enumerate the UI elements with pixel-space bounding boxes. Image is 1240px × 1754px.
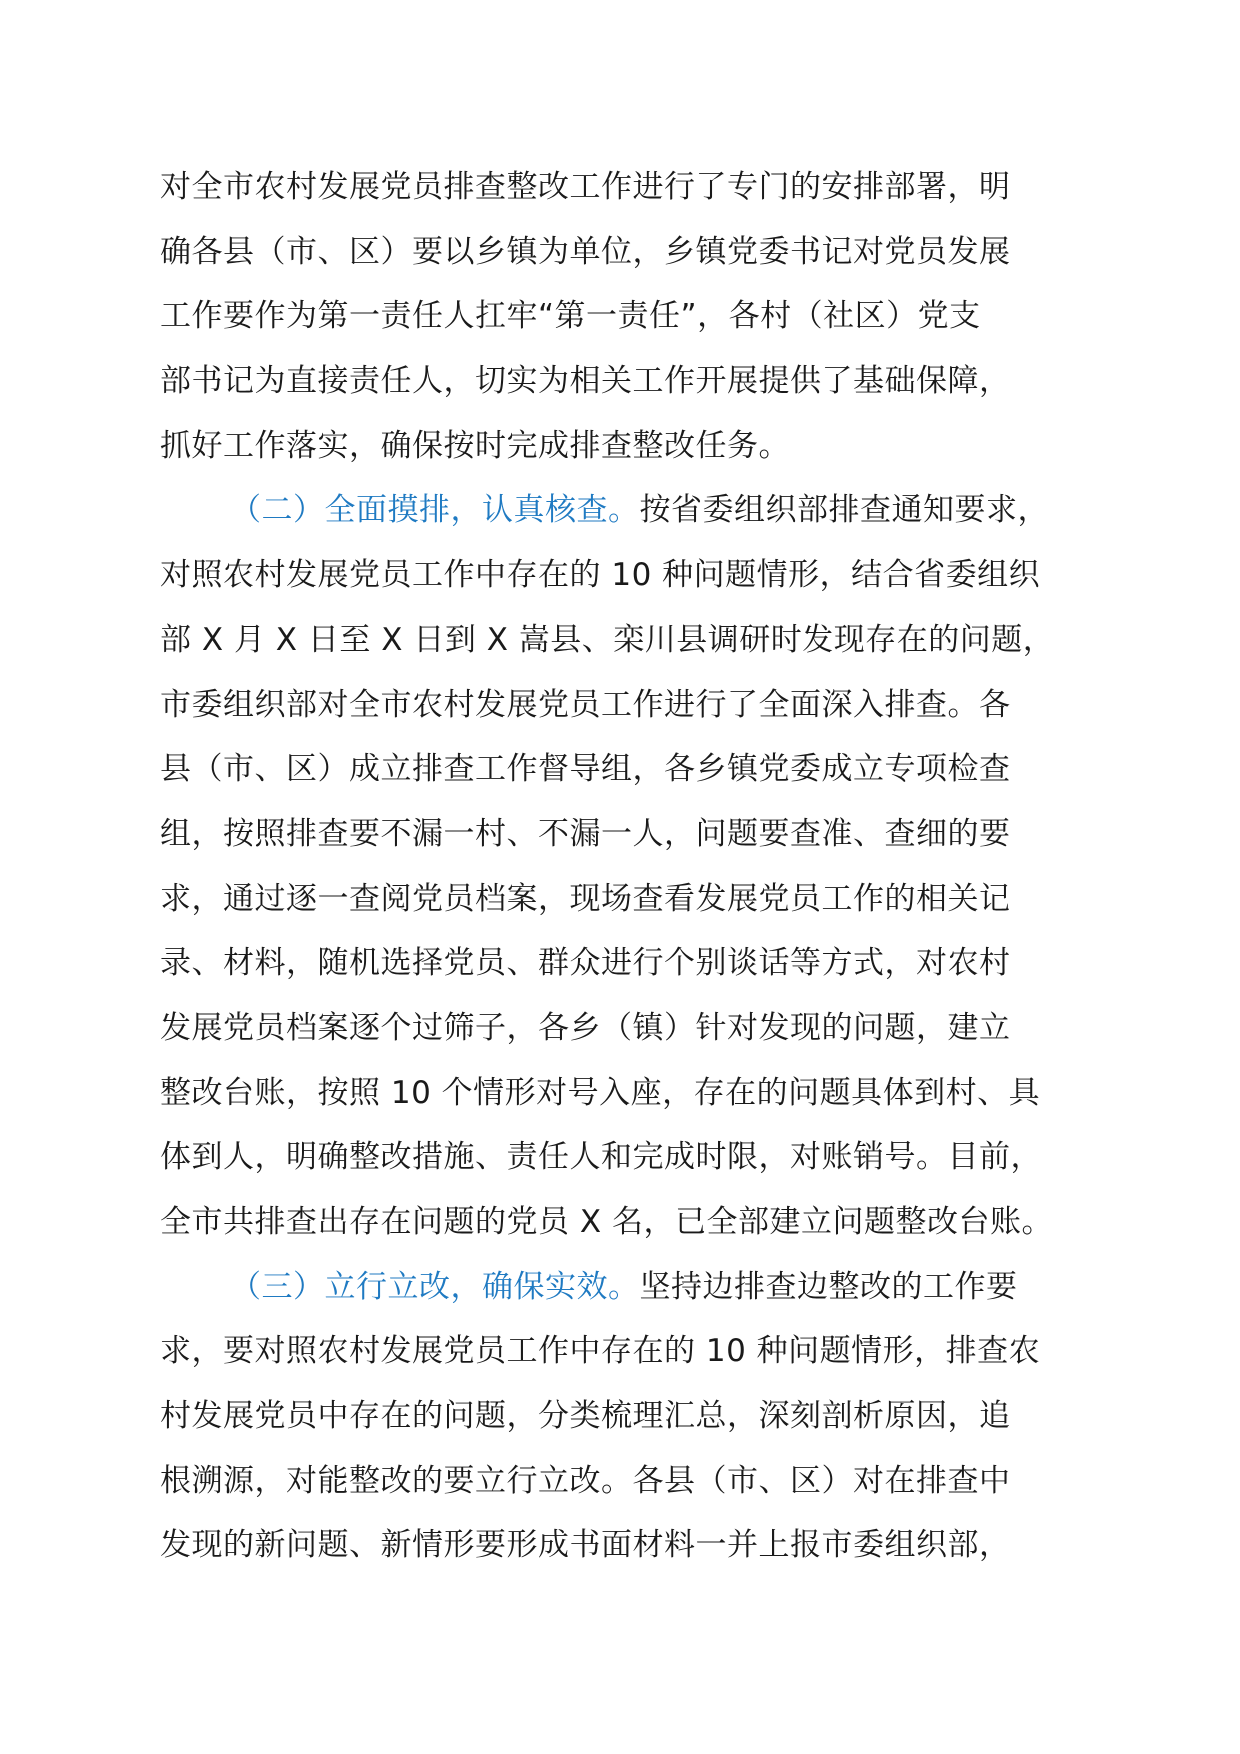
- section-2-heading: （二）全面摸排，认真核查。: [230, 492, 640, 529]
- body-line: 县（市、区）成立排查工作督导组，各乡镇党委成立专项检查: [160, 751, 1011, 788]
- body-line: 部书记为直接责任人，切实为相关工作开展提供了基础保障，: [160, 363, 1011, 400]
- body-line: 部 X 月 X 日至 X 日到 X 嵩县、栾川县调研时发现存在的问题，: [160, 621, 1055, 658]
- body-line: 对照农村发展党员工作中存在的 10 种问题情形，结合省委组织: [160, 557, 1041, 594]
- body-line: 抓好工作落实，确保按时完成排查整改任务。: [160, 427, 790, 464]
- body-line: 录、材料，随机选择党员、群众进行个别谈话等方式，对农村: [160, 945, 1011, 982]
- section-3-heading: （三）立行立改，确保实效。: [230, 1268, 640, 1305]
- body-line: 发现的新问题、新情形要形成书面材料一并上报市委组织部，: [160, 1527, 1011, 1564]
- body-line: 市委组织部对全市农村发展党员工作进行了全面深入排查。各: [160, 686, 1011, 723]
- body-line: 对全市农村发展党员排查整改工作进行了专门的安排部署，明: [160, 169, 1011, 205]
- body-line: 村发展党员中存在的问题，分类梳理汇总，深刻剖析原因，追: [160, 1398, 1011, 1435]
- section-3-first-line: [160, 1255, 1120, 1320]
- body-line: 工作要作为第一责任人扛牢“第一责任”，各村（社区）党支: [160, 298, 981, 335]
- section-3-lead-text: 坚持边排查边整改的工作要: [639, 1268, 1018, 1305]
- body-line: 确各县（市、区）要以乡镇为单位，乡镇党委书记对党员发展: [160, 233, 1011, 270]
- body-line: 求，通过逐一查阅党员档案，现场查看发展党员工作的相关记: [160, 880, 1011, 917]
- body-line: 全市共排查出存在问题的党员 X 名，已全部建立问题整改台账。: [160, 1204, 1053, 1240]
- body-line: 体到人，明确整改措施、责任人和完成时限，对账销号。目前，: [160, 1139, 1042, 1176]
- body-line: 发展党员档案逐个过筛子，各乡（镇）针对发现的问题，建立: [160, 1009, 1011, 1046]
- section-2-lead-text: 按省委组织部排查通知要求，: [639, 492, 1049, 529]
- body-line: 求，要对照农村发展党员工作中存在的 10 种问题情形，排查农: [160, 1333, 1041, 1370]
- body-line: 根溯源，对能整改的要立行立改。各县（市、区）对在排查中: [160, 1462, 1011, 1499]
- body-line: 整改台账，按照 10 个情形对号入座，存在的问题具体到村、具: [160, 1074, 1041, 1111]
- body-line: 组，按照排查要不漏一村、不漏一人，问题要查准、查细的要: [160, 815, 1011, 852]
- document-body: [160, 155, 1120, 1578]
- section-2-first-line: [160, 478, 1120, 543]
